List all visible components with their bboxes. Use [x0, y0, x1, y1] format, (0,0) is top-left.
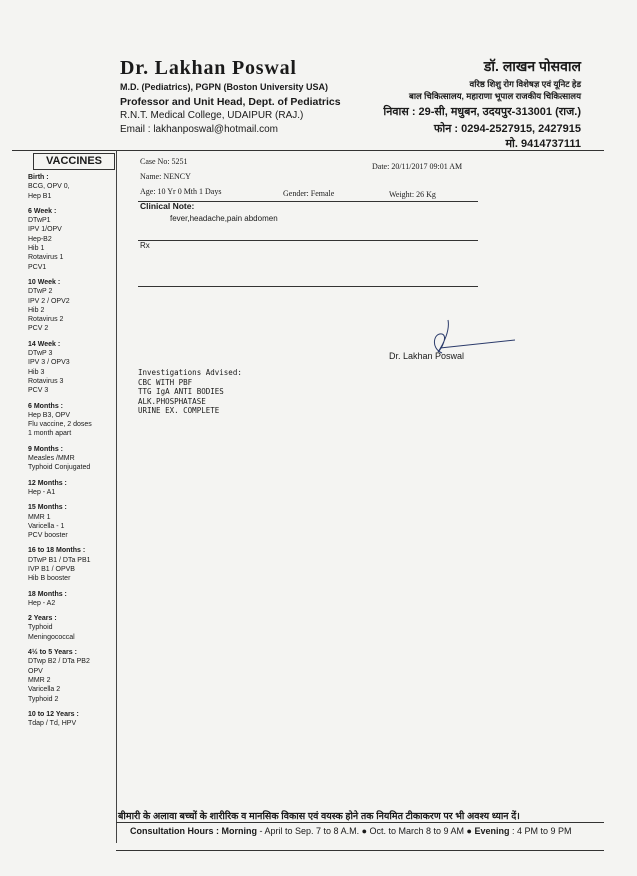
- clinical-note-underline: [138, 240, 478, 241]
- clinical-note-text: fever,headache,pain abdomen: [170, 214, 278, 223]
- vaccine-item: Hep - A2: [28, 599, 56, 607]
- vaccine-age-label: 2 Years :: [28, 615, 57, 623]
- vaccine-item: DTwp B2 / DTa PB2: [28, 658, 90, 666]
- vaccine-item: Hep B3, OPV: [28, 411, 71, 419]
- vaccine-group: [28, 503, 116, 540]
- morning-label: Morning: [221, 826, 258, 836]
- vaccine-item: Hib B booster: [28, 575, 71, 583]
- vaccine-item: DTwP B1 / DTa PB1: [28, 556, 91, 564]
- vaccine-item: BCG, OPV 0,: [28, 183, 70, 191]
- vaccine-age-label: 12 Months :: [28, 479, 67, 487]
- email-address: Email : lakhanposwal@hotmail.com: [120, 124, 278, 135]
- vaccine-item: Hib 3: [28, 368, 45, 376]
- vaccine-item: IPV 1/OPV: [28, 226, 62, 234]
- vaccine-item: Meningococcal: [28, 633, 75, 641]
- vaccine-item: Hep - A1: [28, 488, 56, 496]
- vaccine-age-label: 16 to 18 Months :: [28, 547, 86, 555]
- vaccine-group: [28, 590, 116, 609]
- address-hindi: निवास : 29-सी, मधुबन, उदयपुर-313001 (राज.): [383, 106, 581, 118]
- hours-label: Consultation Hours :: [130, 826, 219, 836]
- vaccine-item: Varicella - 1: [28, 522, 65, 530]
- vaccine-item: Varicella 2: [28, 686, 61, 694]
- vaccine-group: [28, 340, 116, 396]
- hospital-hindi: बाल चिकित्सालय, महाराणा भूपाल राजकीय चिकित्सालय: [408, 91, 581, 101]
- patient-age: Age: 10 Yr 0 Mth 1 Days: [140, 187, 222, 196]
- evening-detail: : 4 PM to 9 PM: [509, 826, 572, 836]
- investigation-item: URINE EX. COMPLETE: [138, 405, 220, 415]
- doctor-name-hindi: डॉ. लाखन पोसवाल: [483, 58, 581, 74]
- patient-name: Name: NENCY: [140, 172, 191, 181]
- investigations-list: [138, 378, 224, 415]
- investigation-item: TTG IgA ANTI BODIES: [138, 387, 224, 397]
- phone-hindi: फोन : 0294-2527915, 2427915: [433, 123, 581, 135]
- vaccine-age-label: 15 Months :: [28, 504, 67, 512]
- vaccine-item: Measles /MMR: [28, 455, 75, 463]
- vaccine-group: [28, 207, 116, 272]
- vaccine-item: DTwP 3: [28, 350, 53, 358]
- vaccine-item: DTwP 2: [28, 288, 53, 296]
- vaccine-group: [28, 710, 116, 729]
- vaccine-group: [28, 445, 116, 473]
- vaccine-item: IPV 3 / OPV3: [28, 359, 70, 367]
- vaccine-group: [28, 278, 116, 334]
- role-hindi: वरिष्ठ शिशु रोग विशेषज्ञ एवं यूनिट हेड: [469, 79, 581, 89]
- vaccine-item: PCV 2: [28, 325, 49, 333]
- qualifications: M.D. (Pediatrics), PGPN (Boston University USA): [120, 82, 329, 92]
- vaccine-age-label: 6 Months :: [28, 402, 63, 410]
- mobile-hindi: मो. 9414737111: [505, 138, 581, 150]
- vaccine-item: Rotavirus 3: [28, 377, 64, 385]
- rx-label: Rx: [140, 241, 150, 250]
- vaccine-group: [28, 614, 116, 642]
- visit-date: Date: 20/11/2017 09:01 AM: [372, 162, 463, 171]
- vaccine-item: MMR 2: [28, 676, 51, 684]
- vaccine-item: 1 month apart: [28, 430, 72, 438]
- vaccine-item: Typhoid Conjugated: [28, 464, 91, 472]
- position-title: Professor and Unit Head, Dept. of Pediatrics: [120, 96, 341, 108]
- footer-hindi-note: बीमारी के अलावा बच्चों के शारीरिक व मानसिक विकास एवं वयस्क होने तक नियमित टीकाकरण पर भी अवश्य ध्यान दें।: [118, 811, 520, 822]
- vaccine-item: Hep-B2: [28, 235, 52, 243]
- morning-detail: - April to Sep. 7 to 8 A.M. ● Oct. to March 8 to 9 AM ●: [257, 826, 475, 836]
- vaccine-item: IVP B1 / OPVB: [28, 565, 75, 573]
- vaccine-age-label: 18 Months :: [28, 590, 67, 598]
- vaccine-group: [28, 479, 116, 498]
- patient-weight: Weight: 26 Kg: [389, 190, 436, 199]
- vaccine-group: [28, 173, 116, 201]
- clinical-note-label: Clinical Note:: [140, 201, 195, 211]
- signature-name: Dr. Lakhan Poswal: [389, 351, 465, 361]
- vaccines-title-box: VACCINES: [33, 153, 115, 170]
- vaccine-item: MMR 1: [28, 513, 51, 521]
- doctor-name-english: Dr. Lakhan Poswal: [120, 57, 297, 79]
- vaccine-item: Typhoid: [28, 624, 53, 632]
- rx-underline: [138, 286, 478, 287]
- consultation-hours: [130, 826, 572, 836]
- vaccine-age-label: 6 Week :: [28, 207, 57, 215]
- vaccine-age-label: 10 Week :: [28, 278, 61, 286]
- vaccine-group: [28, 648, 116, 704]
- bottom-divider: [116, 850, 604, 851]
- investigation-item: CBC WITH PBF: [138, 378, 193, 387]
- header-divider: [12, 150, 604, 151]
- patient-gender: Gender: Female: [283, 189, 335, 198]
- vaccine-schedule: [28, 173, 116, 734]
- column-divider: [116, 150, 117, 843]
- vaccine-item: PCV booster: [28, 532, 68, 540]
- vaccine-item: Flu vaccine, 2 doses: [28, 421, 92, 429]
- investigation-item: ALK.PHOSPHATASE: [138, 396, 206, 406]
- vaccine-group: [28, 402, 116, 439]
- case-number: Case No: 5251: [140, 157, 188, 166]
- vaccine-item: Hib 2: [28, 306, 45, 314]
- vaccine-age-label: 9 Months :: [28, 445, 63, 453]
- vaccine-item: Typhoid 2: [28, 695, 59, 703]
- vaccine-item: OPV: [28, 667, 43, 675]
- vaccine-item: Hep B1: [28, 192, 52, 200]
- vaccine-item: PCV 3: [28, 387, 49, 395]
- college-name: R.N.T. Medical College, UDAIPUR (RAJ.): [120, 110, 304, 121]
- vaccine-group: [28, 546, 116, 583]
- vaccine-age-label: Birth :: [28, 174, 49, 181]
- footer-divider: [116, 822, 604, 823]
- vaccine-age-label: 14 Week :: [28, 340, 61, 348]
- vaccine-item: PCV1: [28, 263, 47, 271]
- vaccine-item: Tdap / Td, HPV: [28, 720, 77, 728]
- investigations-label: Investigations Advised:: [138, 368, 242, 377]
- vaccine-item: Rotavirus 2: [28, 316, 64, 324]
- vaccine-age-label: 4½ to 5 Years :: [28, 649, 77, 657]
- vaccine-item: Hib 1: [28, 245, 45, 253]
- vaccine-age-label: 10 to 12 Years :: [28, 710, 79, 718]
- vaccine-item: Rotavirus 1: [28, 254, 64, 262]
- evening-label: Evening: [474, 826, 510, 836]
- vaccine-item: DTwP1: [28, 217, 51, 225]
- vaccine-item: IPV 2 / OPV2: [28, 297, 70, 305]
